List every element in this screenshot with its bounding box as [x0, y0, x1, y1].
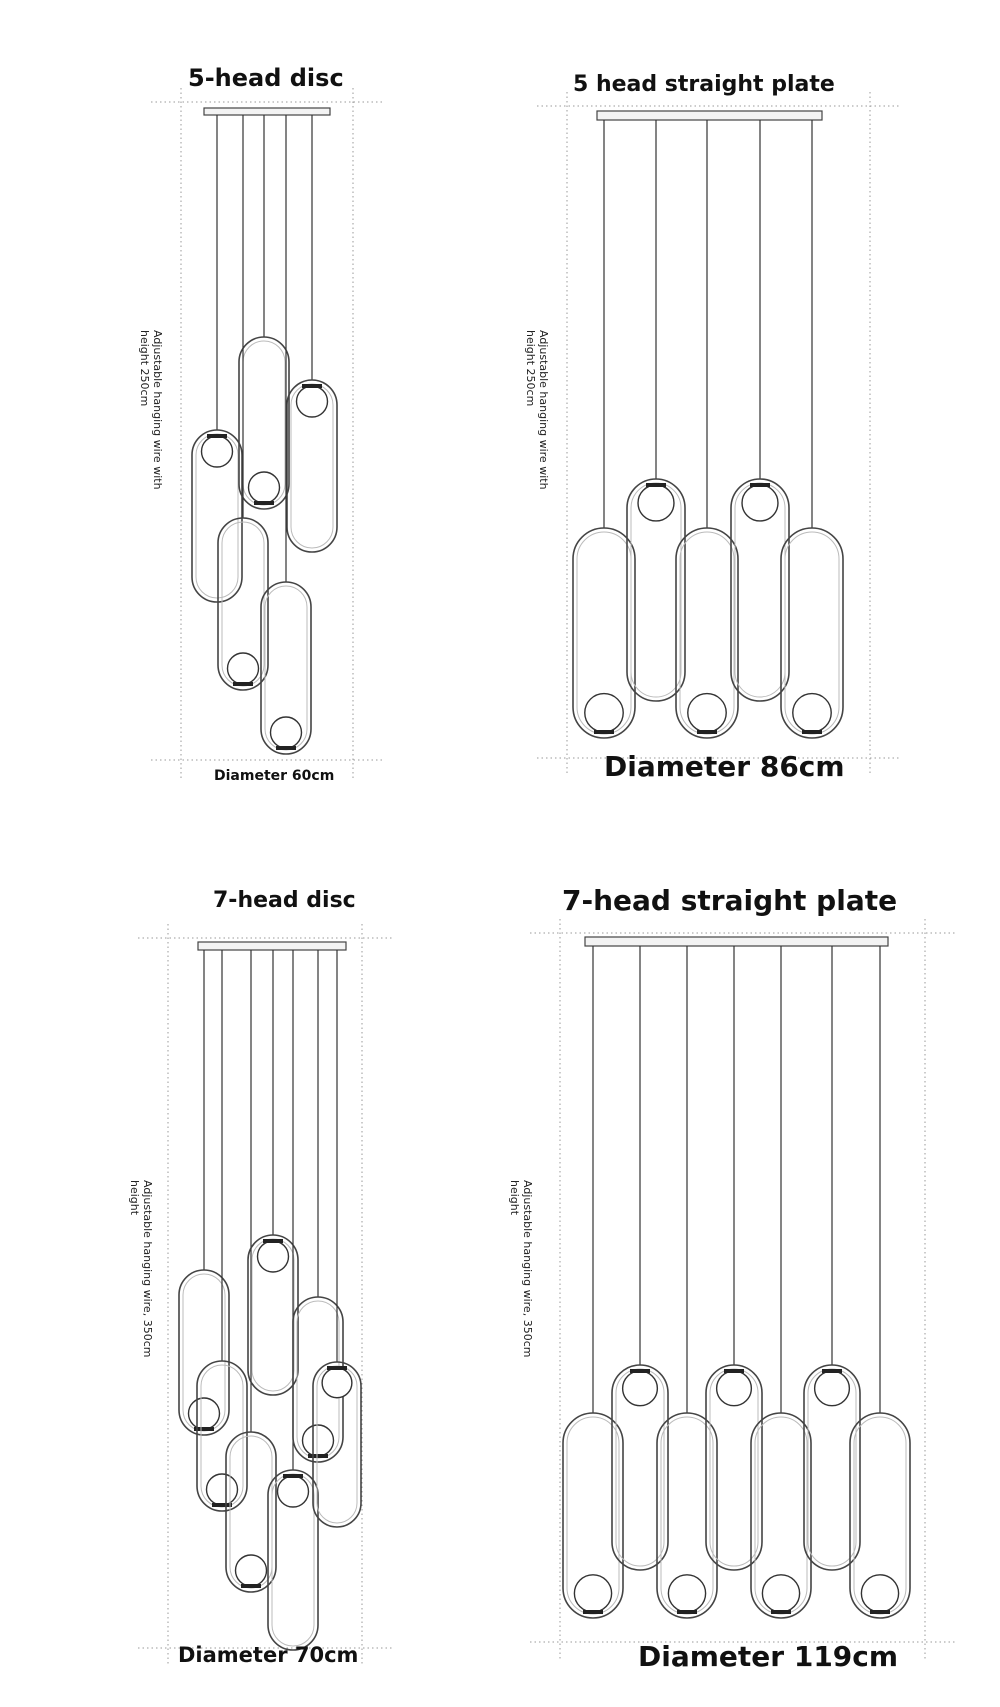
p1-pendant-1-globe-cap	[207, 434, 227, 438]
caption-5-head-disc: Diameter 60cm	[214, 768, 335, 784]
p3-pendant-7-globe	[322, 1368, 352, 1398]
p3-pendant-6-globe-cap	[308, 1454, 328, 1458]
p3-pendant-4-globe-cap	[263, 1239, 283, 1243]
p4-pendant-3-globe	[668, 1575, 705, 1612]
p3-pendant-3-globe	[236, 1555, 267, 1586]
p1-pendant-3-globe	[228, 653, 259, 684]
p2-pendant-2-globe-cap	[646, 483, 666, 487]
p2-pendant-1-globe-cap	[594, 730, 614, 734]
p3-pendant-5-globe	[278, 1476, 309, 1507]
p2-pendant-2-globe	[638, 485, 674, 521]
p1-pendant-4-globe	[297, 386, 328, 417]
p3-pendant-4-globe	[258, 1241, 289, 1272]
p1-pendant-5-globe	[271, 717, 302, 748]
p4-pendant-2-globe-cap	[630, 1369, 650, 1373]
p3-pendant-3-globe-cap	[241, 1584, 261, 1588]
p1-pendant-2-globe	[249, 472, 280, 503]
p2-pendant-4-globe-cap	[750, 483, 770, 487]
diagram-title-5-head-disc: 5-head disc	[188, 64, 344, 92]
p4-pendant-5-globe-cap	[771, 1610, 791, 1614]
p3-pendant-5-globe-cap	[283, 1474, 303, 1478]
p4-pendant-1-globe-cap	[583, 1610, 603, 1614]
caption-7-head-disc: Diameter 70cm	[178, 1643, 359, 1667]
p1-pendant-3-globe-cap	[233, 682, 253, 686]
p4-pendant-7-globe	[861, 1575, 898, 1612]
p2-ceiling-plate	[597, 111, 822, 120]
p4-pendant-7-globe-cap	[870, 1610, 890, 1614]
caption-7-head-straight-plate: Diameter 119cm	[638, 1640, 899, 1673]
diagram-title-7-head-straight-plate: 7-head straight plate	[562, 884, 898, 917]
side-label-7-head-disc: Adjustable hanging wire, 350cm height	[128, 1180, 154, 1358]
p1-pendant-5-globe-cap	[276, 746, 296, 750]
p4-pendant-4-globe-cap	[724, 1369, 744, 1373]
p1-pendant-2-globe-cap	[254, 501, 274, 505]
p3-pendant-2-globe-cap	[212, 1503, 232, 1507]
p2-pendant-3-globe-cap	[697, 730, 717, 734]
p2-pendant-5-globe-cap	[802, 730, 822, 734]
p4-pendant-4-globe	[717, 1371, 752, 1406]
p3-pendant-1-globe	[189, 1398, 220, 1429]
diagram-title-7-head-disc: 7-head disc	[213, 888, 356, 913]
p4-pendant-1-globe	[574, 1575, 611, 1612]
p3-ceiling-disc	[198, 942, 346, 950]
p3-pendant-2-globe	[207, 1474, 238, 1505]
diagram-title-5-head-straight-plate: 5 head straight plate	[573, 72, 835, 97]
p2-pendant-3-globe	[688, 694, 726, 732]
p4-ceiling-plate	[585, 937, 888, 946]
side-label-5-head-disc: Adjustable hanging wire with height 250cm	[138, 330, 164, 490]
caption-5-head-straight-plate: Diameter 86cm	[604, 750, 845, 783]
p3-pendant-6-globe	[303, 1425, 334, 1456]
p1-ceiling-disc	[204, 108, 330, 115]
p2-pendant-5-globe	[793, 694, 831, 732]
p4-pendant-6-globe-cap	[822, 1369, 842, 1373]
p4-pendant-5-globe	[762, 1575, 799, 1612]
p2-pendant-4-globe	[742, 485, 778, 521]
side-label-7-head-straight-plate: Adjustable hanging wire, 350cm height	[508, 1180, 534, 1358]
p4-pendant-3-globe-cap	[677, 1610, 697, 1614]
p1-pendant-1-globe	[202, 436, 233, 467]
side-label-5-head-straight-plate: Adjustable hanging wire with height 250cm	[524, 330, 550, 490]
p4-pendant-6-globe	[815, 1371, 850, 1406]
p1-pendant-4-globe-cap	[302, 384, 322, 388]
p2-pendant-1-globe	[585, 694, 623, 732]
p4-pendant-2-globe	[623, 1371, 658, 1406]
p3-pendant-7-globe-cap	[327, 1366, 347, 1370]
